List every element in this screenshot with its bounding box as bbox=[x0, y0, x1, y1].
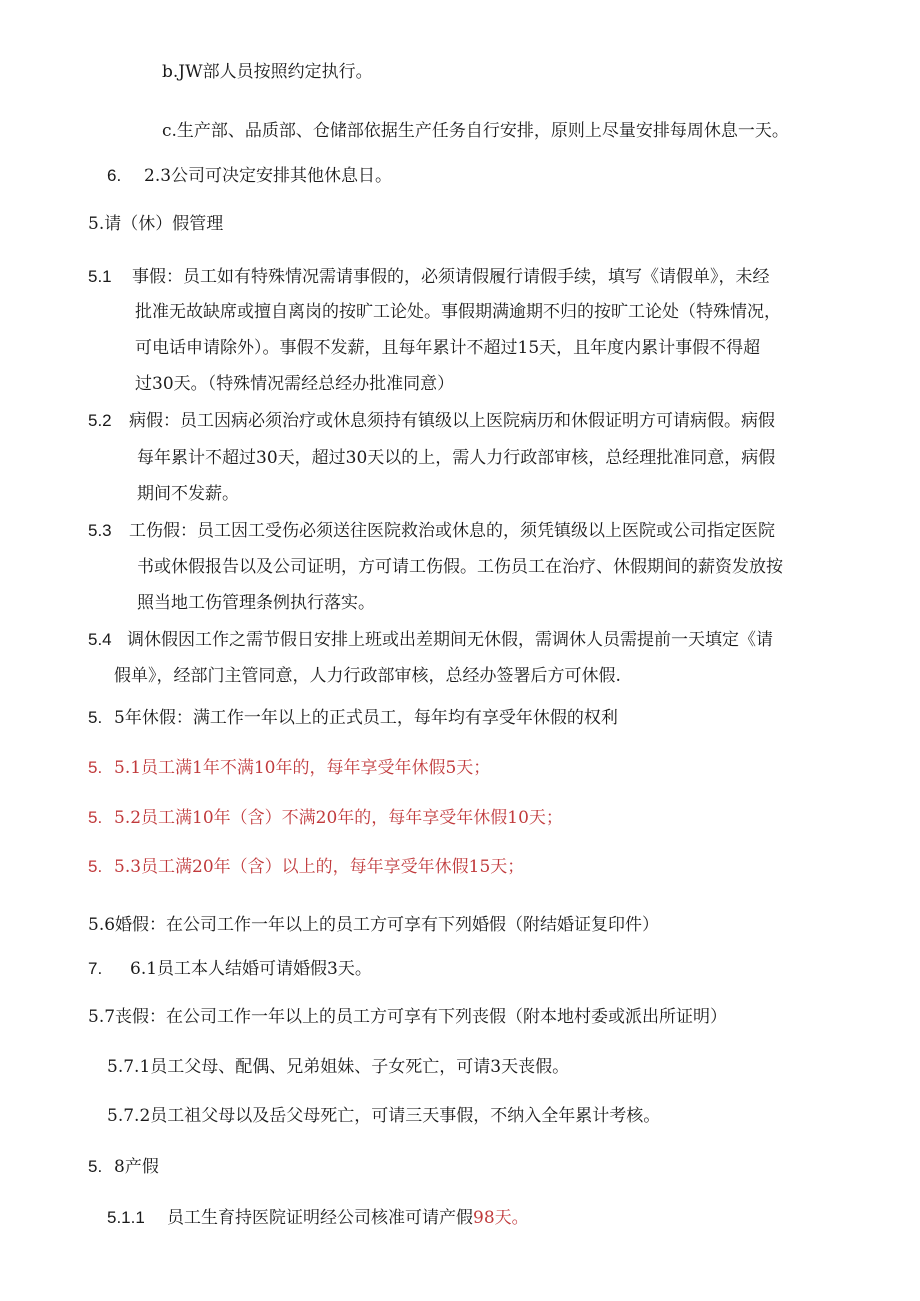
list-number: 5.1 bbox=[88, 267, 112, 286]
line-marriage-leave: 5.6婚假：在公司工作一年以上的员工方可享有下列婚假（附结婚证复印件） bbox=[88, 915, 660, 935]
list-number: 5. bbox=[88, 808, 103, 827]
list-number: 5.1.1 bbox=[107, 1208, 145, 1227]
line-marriage-leave-days: 6.1员工本人结婚可请婚假3天。 bbox=[130, 959, 372, 979]
list-number: 5. bbox=[88, 758, 103, 777]
line-personal-leave-cont: 可电话申请除外）。事假不发薪，且每年累计不超过15天，且年度内累计事假不得超 bbox=[135, 338, 761, 358]
line-company-rest-days: 2.3公司可决定安排其他休息日。 bbox=[144, 166, 393, 186]
line-bereavement-immediate: 5.7.1员工父母、配偶、兄弟姐妹、子女死亡，可请3天丧假。 bbox=[107, 1057, 570, 1077]
line-production-schedule: c.生产部、品质部、仓储部依据生产任务自行安排，原则上尽量安排每周休息一天。 bbox=[162, 121, 789, 141]
line-sick-leave-cont: 每年累计不超过30天，超过30天以的上，需人力行政部审核，总经理批准同意，病假 bbox=[137, 448, 776, 468]
section-heading-leave: 5.请（休）假管理 bbox=[88, 214, 224, 234]
list-number: 5.4 bbox=[88, 630, 112, 649]
line-compensatory-leave: 调休假因工作之需节假日安排上班或出差期间无休假，需调休人员需提前一天填定《请 bbox=[127, 630, 773, 650]
line-injury-leave: 工伤假：员工因工受伤必须送往医院救治或休息的，须凭镇级以上医院或公司指定医院 bbox=[129, 521, 775, 541]
line-personal-leave-cont: 过30天。（特殊情况需经总经办批准同意） bbox=[135, 374, 455, 394]
maternity-leave-text: 员工生育持医院证明经公司核准可请产假 bbox=[167, 1208, 473, 1228]
line-sick-leave: 病假：员工因病必须治疗或休息须持有镇级以上医院病历和休假证明方可请病假。病假 bbox=[129, 411, 775, 431]
list-number: 5.2 bbox=[88, 411, 112, 430]
list-number: 7. bbox=[88, 959, 103, 978]
line-maternity-heading: 8产假 bbox=[114, 1157, 159, 1177]
list-number: 6. bbox=[107, 166, 122, 185]
line-sick-leave-cont: 期间不发薪。 bbox=[137, 484, 239, 504]
line-annual-leave-tier-2: 5.2员工满10年（含）不满20年的，每年享受年休假10天； bbox=[114, 808, 563, 828]
line-annual-leave-tier-1: 5.1员工满1年不满10年的，每年享受年休假5天； bbox=[114, 758, 491, 778]
line-personal-leave: 事假：员工如有特殊情况需请事假的，必须请假履行请假手续，填写《请假单》，未经 bbox=[132, 267, 770, 287]
list-number: 5. bbox=[88, 1157, 103, 1176]
line-maternity-leave bbox=[167, 1206, 529, 1230]
maternity-leave-days: 98天。 bbox=[473, 1208, 529, 1228]
line-compensatory-leave-cont: 假单》，经部门主管同意，人力行政部审核，总经办签署后方可休假. bbox=[114, 666, 621, 686]
line-annual-leave-tier-3: 5.3员工满20年（含）以上的，每年享受年休假15天； bbox=[114, 857, 525, 877]
line-annual-leave: 5年休假：满工作一年以上的正式员工，每年均有享受年休假的权利 bbox=[114, 708, 618, 728]
line-bereavement-leave: 5.7丧假：在公司工作一年以上的员工方可享有下列丧假（附本地村委或派出所证明） bbox=[88, 1007, 728, 1027]
list-number: 5. bbox=[88, 708, 103, 727]
line-bereavement-grandparents: 5.7.2员工祖父母以及岳父母死亡，可请三天事假，不纳入全年累计考核。 bbox=[107, 1106, 661, 1126]
line-jw-schedule: b.JW部人员按照约定执行。 bbox=[162, 62, 373, 82]
line-injury-leave-cont: 照当地工伤管理条例执行落实。 bbox=[137, 593, 375, 613]
line-personal-leave-cont: 批准无故缺席或擅自离岗的按旷工论处。事假期满逾期不归的按旷工论处（特殊情况， bbox=[135, 302, 781, 322]
list-number: 5.3 bbox=[88, 521, 112, 540]
list-number: 5. bbox=[88, 857, 103, 876]
line-injury-leave-cont: 书或休假报告以及公司证明，方可请工伤假。工伤员工在治疗、休假期间的薪资发放按 bbox=[137, 557, 783, 577]
